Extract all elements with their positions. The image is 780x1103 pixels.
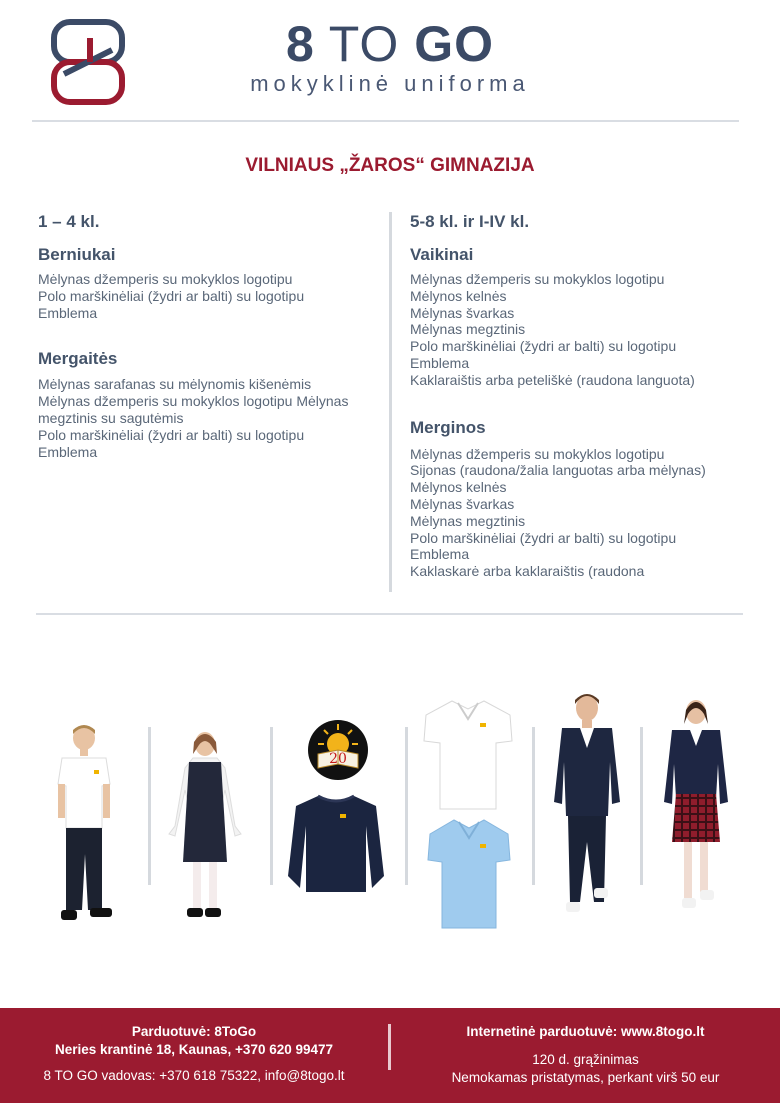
young-men-items — [410, 271, 750, 389]
list-item: Polo marškinėliai (žydri ar balti) su logotipu — [38, 287, 305, 304]
boy-polo-outfit-image — [52, 724, 116, 930]
left-column — [38, 211, 383, 460]
list-item: Mėlynas sarafanas su mėlynomis kišenėmis — [38, 376, 312, 393]
footer-shop — [0, 1023, 388, 1059]
image-separator — [640, 727, 643, 885]
list-item: Mėlynas džemperis su mokyklos logotipu — [38, 271, 293, 287]
image-separator — [405, 727, 408, 885]
column-divider — [389, 212, 392, 592]
navy-sweater-image — [286, 792, 386, 900]
brand-number: 8 — [285, 16, 315, 72]
boys-items — [38, 271, 383, 321]
white-polo-image — [422, 697, 514, 813]
brand-subtitle: mokyklinė uniforma — [250, 71, 530, 96]
list-item: Emblema — [410, 354, 470, 371]
list-item: Mėlynos kelnės — [410, 287, 507, 304]
list-item: Polo marškinėliai (žydri ar balti) su logotipu — [38, 426, 305, 443]
group-heading-young-women: Merginos — [410, 417, 486, 437]
header-divider — [32, 120, 739, 122]
girls-items — [38, 376, 383, 460]
image-separator — [148, 727, 151, 885]
young-woman-plaid-skirt-image — [662, 698, 730, 920]
image-separator — [532, 727, 535, 885]
list-item: Kaklaraištis arba peteliškė (raudona languota) — [410, 371, 695, 388]
footer-delivery: Nemokamas pristatymas, perkant virš 50 eur — [451, 1070, 720, 1085]
list-item: Mėlynas megztinis — [410, 321, 526, 338]
right-column — [410, 211, 750, 580]
brand-go: GO — [414, 16, 495, 72]
image-separator — [270, 727, 273, 885]
brand-to: TO — [328, 16, 400, 72]
blue-polo-image — [426, 816, 512, 932]
school-emblem-icon — [306, 718, 370, 782]
group-heading-girls: Mergaitės — [38, 349, 118, 369]
list-item: Mėlynas švarkas — [410, 304, 515, 321]
list-item: Mėlynas džemperis su mokyklos logotipu — [410, 271, 665, 287]
footer-returns: 120 d. grąžinimas — [532, 1052, 639, 1067]
list-item: Polo marškinėliai (žydri ar balti) su logotipu — [410, 529, 677, 546]
group-heading-young-men: Vaikinai — [410, 245, 474, 264]
list-item: Mėlynas džemperis su mokyklos logotipu Mėlynas — [38, 393, 349, 410]
list-item: Mėlynos kelnės — [410, 479, 507, 496]
list-item: Mėlynas megztinis — [410, 512, 526, 529]
list-item: Sijonas (raudona/žalia languotas arba mėlynas) — [410, 462, 706, 479]
group-heading-boys: Berniukai — [38, 245, 116, 264]
young-women-items — [410, 446, 750, 580]
grade-heading-left: 1 – 4 kl. — [38, 212, 100, 231]
girl-sarafan-outfit-image — [163, 730, 247, 926]
footer-manager: 8 TO GO vadovas: +370 618 75322, info@8togo.lt — [43, 1068, 345, 1083]
list-item: Polo marškinėliai (žydri ar balti) su logotipu — [410, 338, 677, 355]
svg-text:20: 20 — [329, 751, 347, 767]
footer-online-shop — [391, 1023, 780, 1041]
footer — [0, 1008, 780, 1103]
list-item: Mėlynas švarkas — [410, 495, 515, 512]
list-item: Emblema — [38, 443, 98, 460]
footer-shop-label: Parduotuvė: 8ToGo — [131, 1024, 257, 1039]
footer-address: Neries krantinė 18, Kaunas, +370 620 99477 — [54, 1042, 334, 1057]
brand-title — [0, 14, 780, 74]
list-item: Mėlynas džemperis su mokyklos logotipu — [410, 445, 665, 462]
content-divider — [36, 613, 743, 615]
list-item: Kaklaskarė arba kaklaraištis (raudona — [410, 563, 645, 580]
list-item: Emblema — [38, 304, 98, 321]
school-title: VILNIAUS „ŽAROS“ GIMNAZIJA — [245, 155, 535, 176]
list-item: megztinis su sagutėmis — [38, 409, 184, 426]
young-man-suit-image — [550, 692, 624, 918]
grade-heading-right: 5-8 kl. ir I-IV kl. — [410, 212, 530, 231]
list-item: Emblema — [410, 546, 470, 563]
footer-online-label: Internetinė parduotuvė: www.8togo.lt — [466, 1024, 705, 1039]
